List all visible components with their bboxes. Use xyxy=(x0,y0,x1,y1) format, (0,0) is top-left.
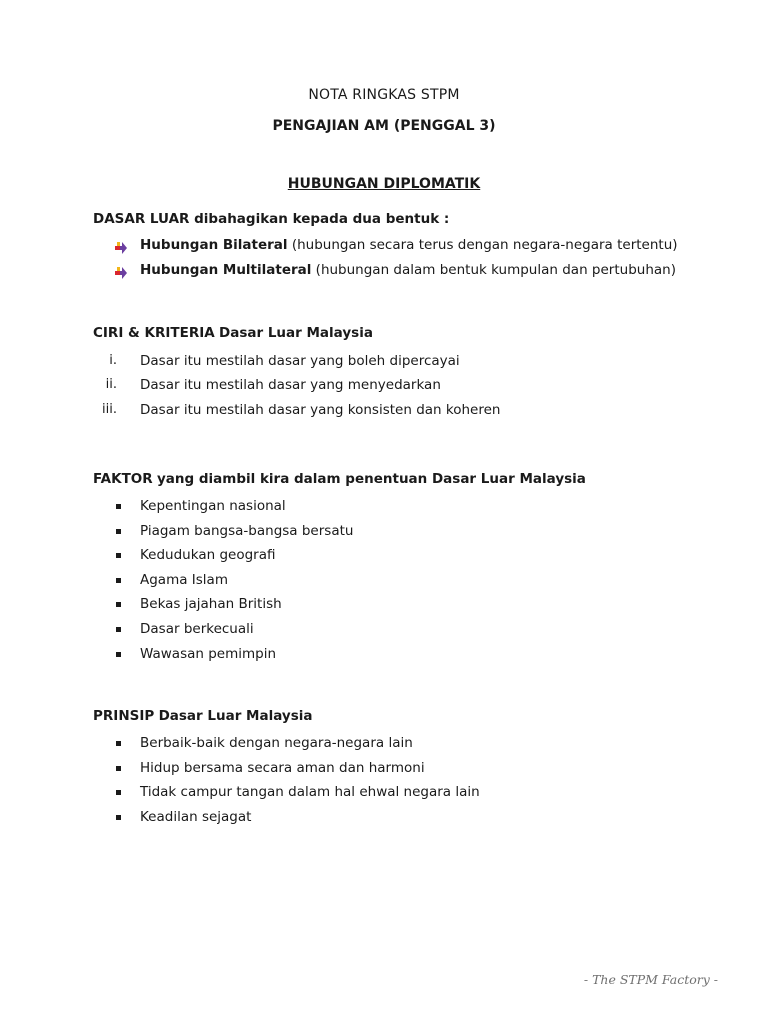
ciri-heading-rest: Dasar Luar Malaysia xyxy=(219,325,373,341)
document-subtitle: PENGAJIAN AM (PENGGAL 3) xyxy=(272,118,496,134)
topic-heading: HUBUNGAN DIPLOMATIK xyxy=(287,176,481,192)
ciri-heading xyxy=(93,325,373,341)
faktor-heading-rest: yang diambil kira dalam penentuan Dasar Luar Malaysia xyxy=(156,471,586,487)
list-item: Piagam bangsa-bangsa bersatu xyxy=(140,523,354,539)
prinsip-heading xyxy=(93,708,313,724)
list-number: i. xyxy=(109,353,117,368)
square-bullet-icon xyxy=(116,553,121,558)
square-bullet-icon xyxy=(116,790,121,795)
square-bullet-icon xyxy=(116,529,121,534)
faktor-heading-bold: FAKTOR xyxy=(93,471,153,487)
item-description: (hubungan secara terus dengan negara-negara tertentu) xyxy=(291,237,678,253)
square-bullet-icon xyxy=(116,766,121,771)
list-item: Dasar itu mestilah dasar yang menyedarkan xyxy=(140,377,441,393)
arrow-bullet-icon xyxy=(113,265,129,281)
arrow-bullet-icon xyxy=(113,240,129,256)
list-item: Berbaik-baik dengan negara-negara lain xyxy=(140,735,413,751)
list-item: Dasar itu mestilah dasar yang boleh dipercayai xyxy=(140,353,460,369)
list-item: Hidup bersama secara aman dan harmoni xyxy=(140,760,425,776)
faktor-heading xyxy=(93,471,586,487)
square-bullet-icon xyxy=(116,627,121,632)
list-item: Dasar itu mestilah dasar yang konsisten dan koheren xyxy=(140,402,501,418)
prinsip-heading-bold: PRINSIP xyxy=(93,708,155,724)
square-bullet-icon xyxy=(116,504,121,509)
list-item: Tidak campur tangan dalam hal ehwal negara lain xyxy=(140,784,480,800)
square-bullet-icon xyxy=(116,652,121,657)
square-bullet-icon xyxy=(116,578,121,583)
list-item: Keadilan sejagat xyxy=(140,809,252,825)
list-item: Agama Islam xyxy=(140,572,228,588)
ciri-heading-bold: CIRI & KRITERIA xyxy=(93,325,215,341)
square-bullet-icon xyxy=(116,815,121,820)
document-title: NOTA RINGKAS STPM xyxy=(308,87,460,103)
list-number: ii. xyxy=(105,377,117,392)
item-term: Hubungan Multilateral xyxy=(140,262,312,278)
item-description: (hubungan dalam bentuk kumpulan dan pertubuhan) xyxy=(315,262,676,278)
item-term: Hubungan Bilateral xyxy=(140,237,288,253)
list-item xyxy=(140,237,678,253)
list-item: Kepentingan nasional xyxy=(140,498,286,514)
square-bullet-icon xyxy=(116,741,121,746)
list-item: Bekas jajahan British xyxy=(140,596,282,612)
dasar-luar-heading: DASAR LUAR dibahagikan kepada dua bentuk : xyxy=(93,211,450,227)
square-bullet-icon xyxy=(116,602,121,607)
list-number: iii. xyxy=(102,402,117,417)
list-item: Wawasan pemimpin xyxy=(140,646,277,662)
list-item: Kedudukan geografi xyxy=(140,547,276,563)
prinsip-heading-rest: Dasar Luar Malaysia xyxy=(158,708,313,724)
footer-signature: - The STPM Factory - xyxy=(583,972,718,987)
list-item xyxy=(140,262,676,278)
list-item: Dasar berkecuali xyxy=(140,621,254,637)
